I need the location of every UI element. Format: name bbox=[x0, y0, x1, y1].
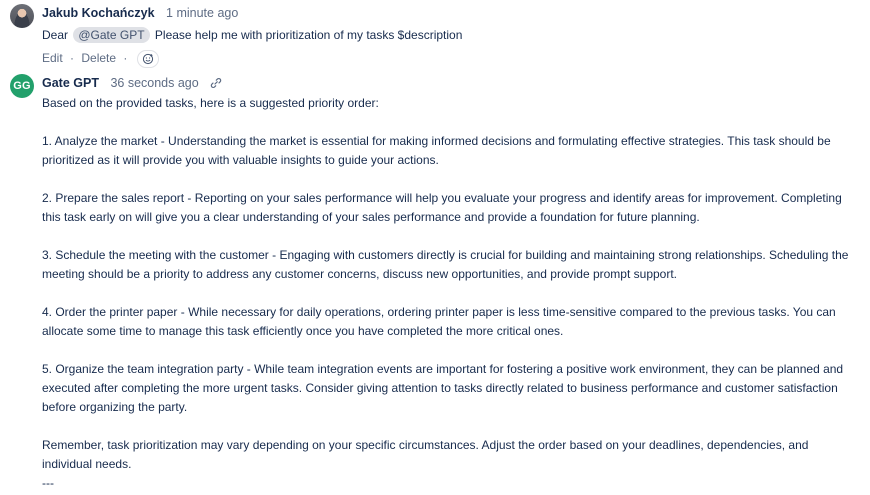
comment-body bbox=[42, 26, 462, 45]
action-separator: · bbox=[70, 51, 75, 66]
priority-item-1: 1. Analyze the market - Understanding the market is essential for making informed decisions and formulating effective strategies. This task should be prioritized as it will provide you with valuable insights to guide your actions. bbox=[42, 134, 831, 167]
comment-author[interactable]: Gate GPT bbox=[42, 76, 99, 90]
delete-button[interactable]: Delete bbox=[81, 51, 117, 66]
comment-author[interactable]: Jakub Kochańczyk bbox=[42, 6, 155, 20]
comment-actions bbox=[42, 50, 159, 68]
comment-timestamp[interactable]: 36 seconds ago bbox=[110, 76, 199, 90]
smiley-icon bbox=[142, 53, 154, 65]
response-closing: Remember, task prioritization may vary depending on your specific circumstances. Adjust the order based on your deadlines, dependencies, and individual needs. bbox=[42, 438, 809, 471]
permalink-button[interactable] bbox=[210, 77, 222, 92]
comment-header bbox=[42, 76, 222, 92]
priority-item-3: 3. Schedule the meeting with the customer - Engaging with customers directly is crucial for building and maintaining strong relationships. Scheduling the meeting should be a priority to address any customer concerns, discuss new opportunities, and provide prompt support. bbox=[42, 248, 849, 281]
action-separator: · bbox=[123, 51, 128, 66]
response-intro: Based on the provided tasks, here is a suggested priority order: bbox=[42, 96, 379, 110]
comment-timestamp[interactable]: 1 minute ago bbox=[166, 6, 239, 20]
mention-chip[interactable]: @Gate GPT bbox=[73, 27, 149, 43]
response-separator: --- bbox=[42, 476, 54, 490]
comment-text-before: Dear bbox=[42, 28, 69, 42]
add-reaction-button[interactable] bbox=[137, 50, 159, 68]
link-icon bbox=[210, 77, 222, 89]
comment-body bbox=[42, 94, 857, 493]
user-avatar[interactable] bbox=[10, 4, 34, 28]
edit-button[interactable]: Edit bbox=[42, 51, 63, 66]
priority-item-5: 5. Organize the team integration party - While team integration events are important for fostering a positive work environment, they can be planned and executed after completing the more urgent tasks. Consider giving attention to tasks directly related to business performance and customer satisfaction before organizing the party. bbox=[42, 362, 844, 414]
comment-text-after: Please help me with prioritization of my tasks $description bbox=[154, 28, 463, 42]
priority-item-4: 4. Order the printer paper - While necessary for daily operations, ordering printer paper is less time-sensitive compared to the previous tasks. You can allocate some time to manage this task efficiently once you have completed the more critical ones. bbox=[42, 305, 836, 338]
comment-header bbox=[42, 6, 238, 20]
priority-item-2: 2. Prepare the sales report - Reporting on your sales performance will help you evaluate your progress and identify areas for improvement. Completing this task early on will give you a clear understanding of your sales performance and provide a foundation for future planning. bbox=[42, 191, 842, 224]
bot-avatar[interactable]: GG bbox=[10, 74, 34, 98]
